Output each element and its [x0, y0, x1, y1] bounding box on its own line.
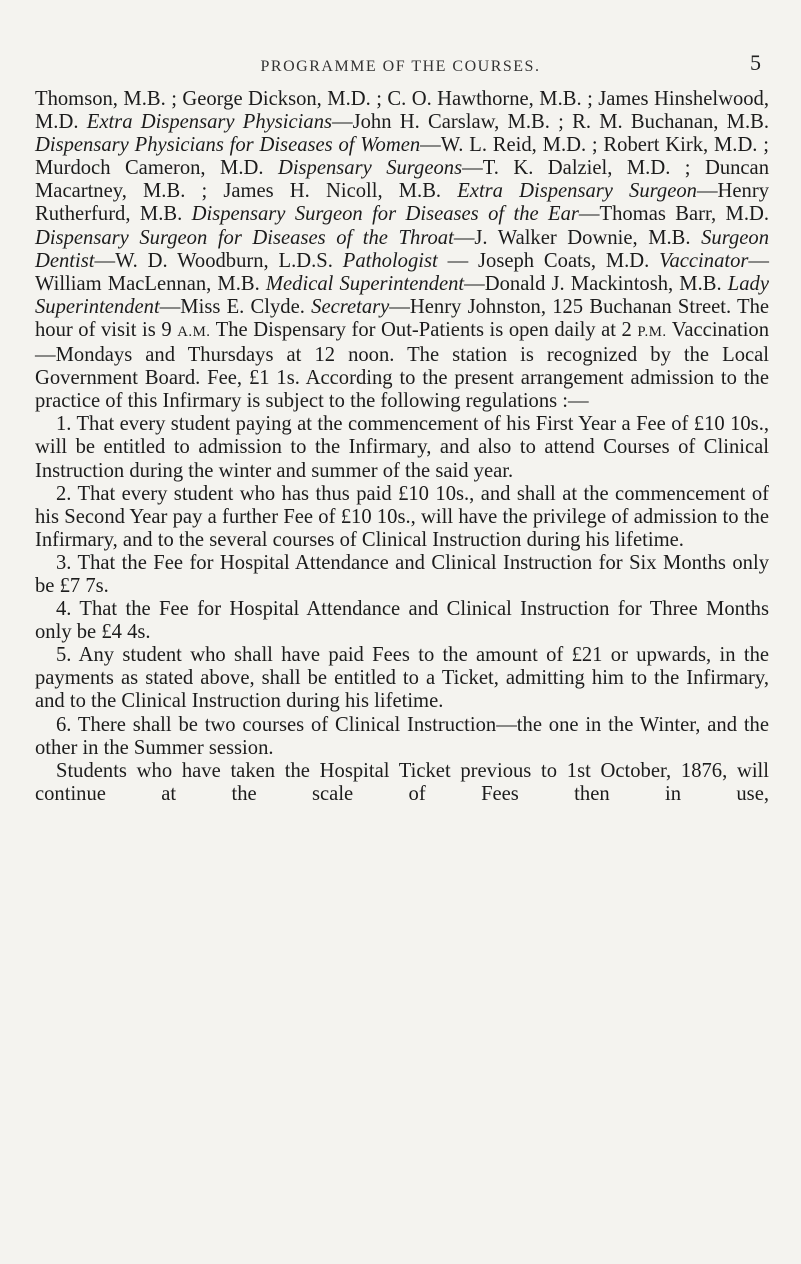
- staff-text: —Henry Johnston, 125 Buchanan Street. The hour of visit is 9: [35, 295, 770, 341]
- regulation-1: 1. That every student paying at the commencement of his First Year a Fee of £10 10s., will be entitled to admission to the Infirmary, and also to attend Courses of Clinical Instruction during the winter and summer of the said year.: [35, 413, 769, 482]
- staff-text: —T. K. Dalziel, M.D. ; Duncan Macartney, M.B. ; James H. Nicoll, M.B.: [35, 157, 769, 203]
- time-abbrev: A.M.: [177, 323, 211, 340]
- staff-text: — Joseph Coats, M.D.: [437, 249, 660, 272]
- time-abbrev: P.M.: [637, 323, 667, 340]
- running-title: PROGRAMME OF THE COURSES.: [260, 58, 541, 75]
- staff-role: Extra Dispensary Surgeon: [457, 180, 697, 203]
- staff-text: —W. L. Reid, M.D. ; Robert Kirk, M.D. ; Murdoch Cameron, M.D.: [35, 134, 769, 180]
- staff-text: —J. Walker Downie, M.B.: [453, 226, 702, 249]
- staff-text: —Thomas Barr, M.D.: [578, 203, 770, 226]
- staff-role: Surgeon Dentist: [35, 226, 769, 272]
- body-text: [35, 88, 769, 806]
- staff-role: Dispensary Surgeons: [277, 157, 463, 180]
- regulation-4: 4. That the Fee for Hospital Attendance and Clinical Instruction for Three Months only be £4 4s.: [35, 598, 769, 644]
- staff-text: The Dispensary for Out-Patients is open daily at 2: [210, 318, 638, 341]
- staff-role: Dispensary Surgeon for Diseases of the Throat: [35, 226, 454, 249]
- staff-role: Dispensary Physicians for Diseases of Women: [35, 134, 421, 157]
- staff-text: Thomson, M.B. ; George Dickson, M.D. ; C. O. Hawthorne, M.B. ; James Hinshelwood, M.D.: [35, 88, 769, 134]
- staff-text: —Donald J. Mackintosh, M.B.: [464, 272, 728, 295]
- staff-role: Dispensary Surgeon for Diseases of the Ear: [191, 203, 579, 226]
- staff-text: —Henry Rutherfurd, M.B.: [35, 180, 769, 226]
- regulation-3: 3. That the Fee for Hospital Attendance and Clinical Instruction for Six Months only be £7 7s.: [35, 551, 769, 597]
- staff-text: —William MacLennan, M.B.: [35, 249, 769, 295]
- staff-role: Lady Superintendent: [35, 272, 769, 318]
- staff-text: —John H. Carslaw, M.B. ; R. M. Buchanan, M.B.: [332, 111, 769, 134]
- staff-role: Vaccinator: [659, 249, 749, 272]
- regulation-5: 5. Any student who shall have paid Fees to the amount of £21 or upwards, in the payments as stated above, shall be entitled to a Ticket, admitting him to the Infirmary, and to the Clinical Instruction during his lifetime.: [35, 644, 769, 713]
- staff-text: Vaccination—Mondays and Thursdays at 12 noon. The station is recognized by the Local Government Board. Fee, £1 1s. According to the present arrangement admission to the practice of this Infirmary is subject to the following regulations :—: [35, 318, 770, 413]
- page-number: 5: [750, 50, 761, 75]
- regulation-6: 6. There shall be two courses of Clinical Instruction—the one in the Winter, and the other in the Summer session.: [35, 713, 769, 759]
- regulation-2: 2. That every student who has thus paid £10 10s., and shall at the commencement of his Second Year pay a further Fee of £10 10s., will have the privilege of admission to the Infirmary, and to the several courses of Clinical Instruction during his lifetime.: [35, 482, 769, 551]
- staff-text: —Miss E. Clyde.: [159, 295, 312, 318]
- closing-paragraph: Students who have taken the Hospital Ticket previous to 1st October, 1876, will continue at the scale of Fees then in use,: [35, 759, 769, 805]
- staff-role: Pathologist: [342, 249, 438, 272]
- staff-role: Secretary: [311, 295, 390, 318]
- staff-paragraph: [35, 88, 769, 413]
- staff-role: Medical Superintendent: [265, 272, 465, 295]
- staff-text: —W. D. Woodburn, L.D.S.: [94, 249, 343, 272]
- staff-role: Extra Dispensary Physicians: [86, 111, 332, 134]
